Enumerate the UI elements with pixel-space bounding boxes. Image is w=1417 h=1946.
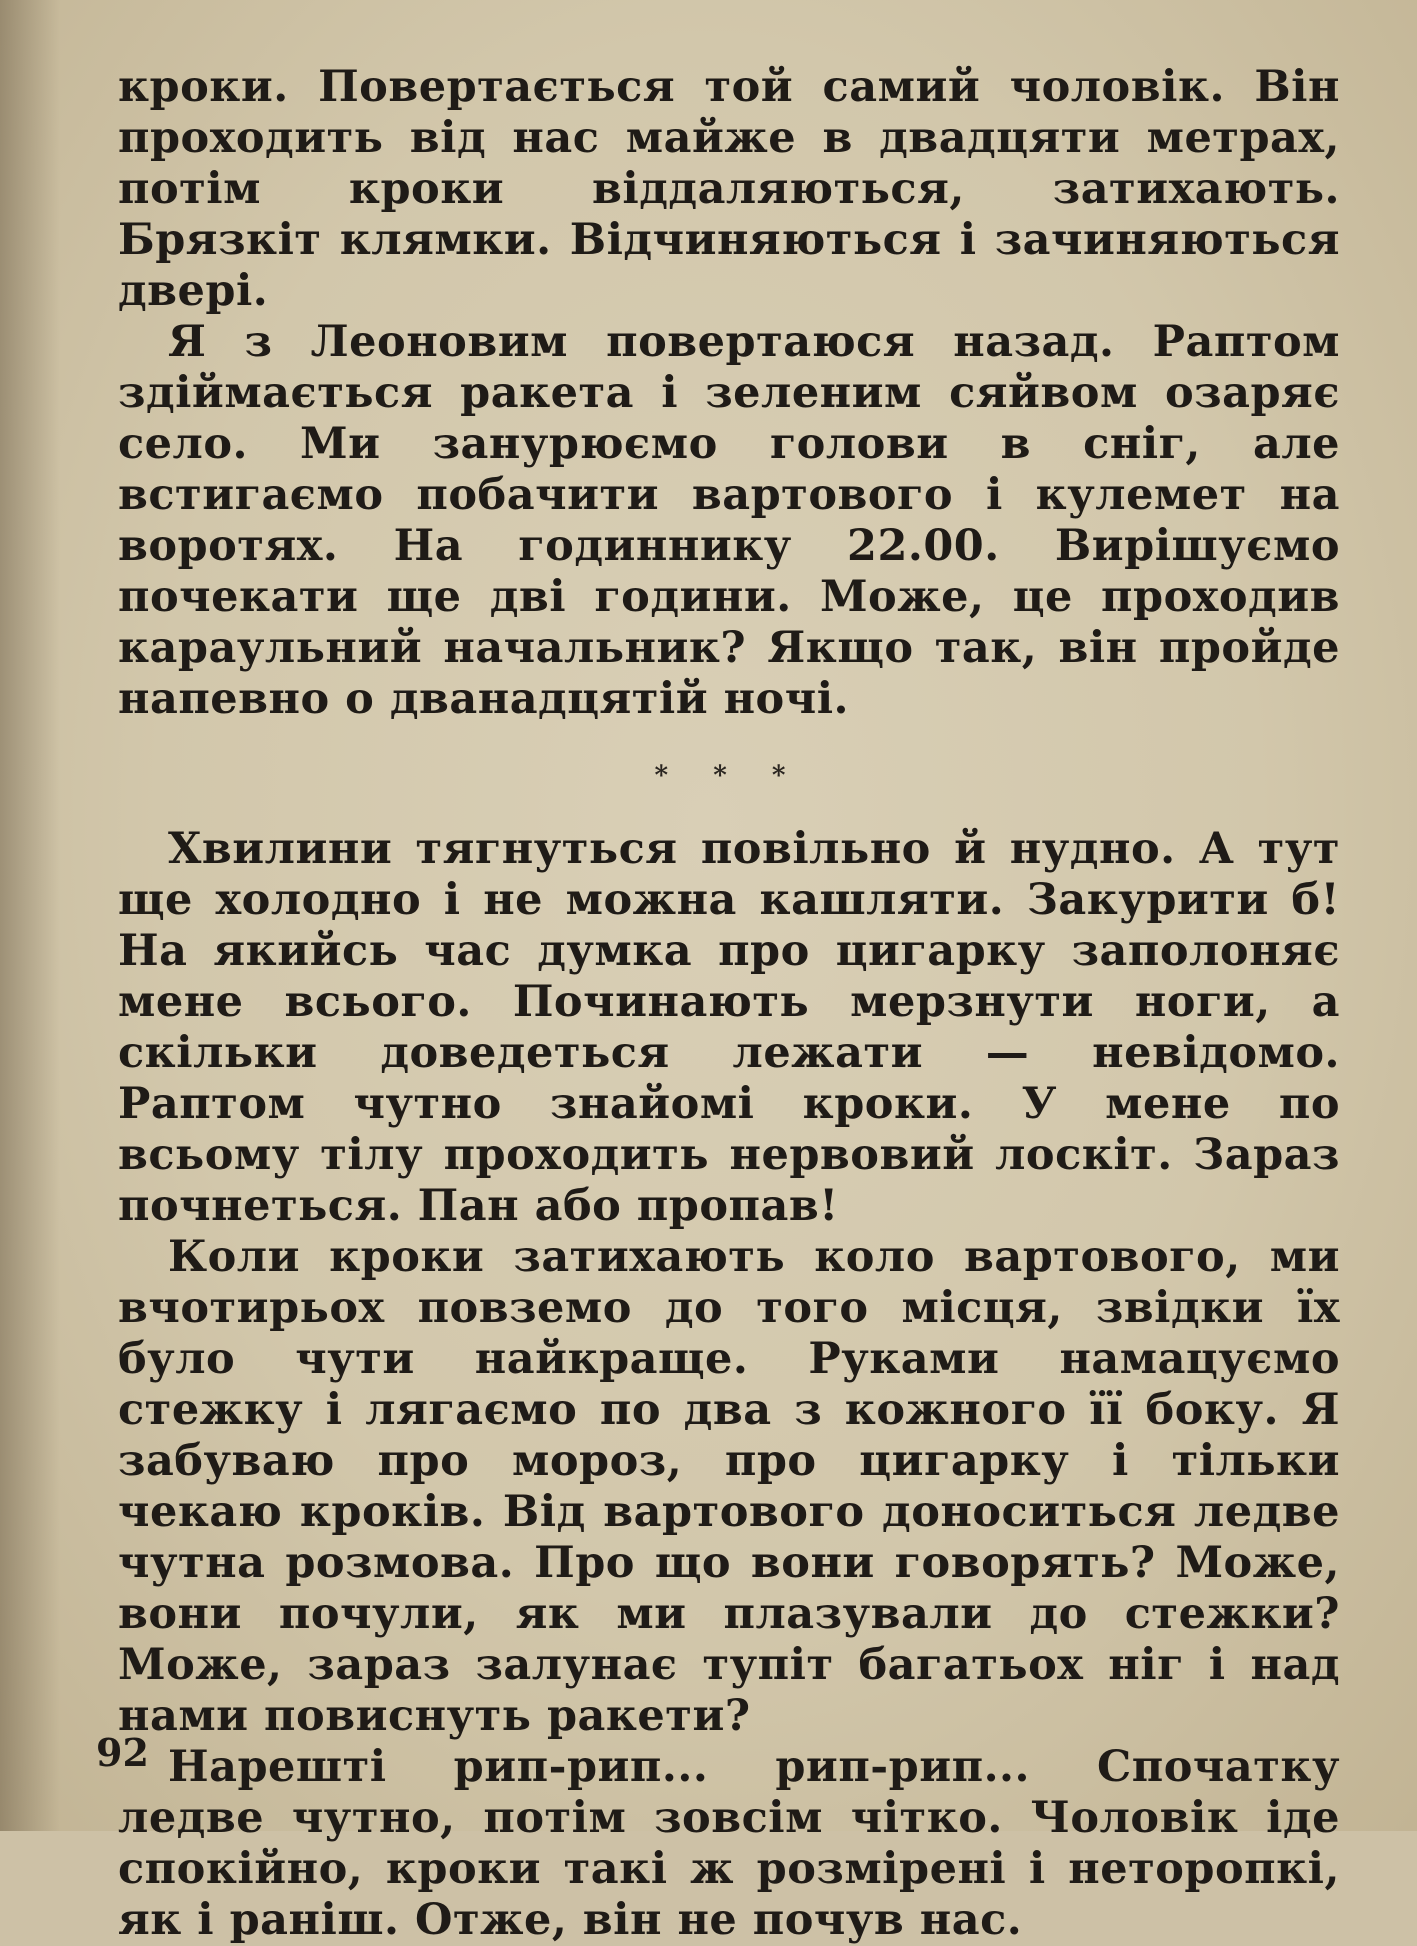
paragraph-3: Хвилини тягнуться повільно й нудно. А тут ще холодно і не можна кашляти. Закурити б! На якийсь час думка про цигарку заполоняє мене всього. Починають мерзнути ноги, а скільки доведеться лежати — невідомо. Раптом чутно знайомі кроки. У мене по всьому тілу проходить нервовий лоскіт. Зараз почнеться. Пан або пропав! [118, 824, 1340, 1231]
page-edge-shadow [0, 0, 60, 1831]
section-break: * * * [654, 761, 804, 791]
paragraph-4: Коли кроки затихають коло вартового, ми вчотирьох повземо до того місця, звідки їх було чути найкраще. Руками намацуємо стежку і лягаємо по два з кожного її боку. Я забуваю про мороз, про цигарку і тільки чекаю кроків. Від вартового доноситься ледве чутна розмова. Про що вони говорять? Може, вони почули, як ми плазували до стежки? Може, зараз залунає тупіт багатьох ніг і над нами повиснуть ракети? [118, 1232, 1340, 1741]
paragraph-2: Я з Леоновим повертаюся назад. Раптом здіймається ракета і зеленим сяйвом озаряє село. Ми занурюємо голови в сніг, але встигаємо побачити вартового і кулемет на воротях. На годиннику 22.00. Вирішуємо почекати ще дві години. Може, це проходив караульний начальник? Якщо так, він пройде напевно о дванадцятій ночі. [118, 317, 1340, 724]
paragraph-1: кроки. Повертається той самий чоловік. Він проходить від нас майже в двадцяти метрах, потім кроки віддаляються, затихають. Брязкіт клямки. Відчиняються і зачиняються двері. [118, 62, 1340, 316]
paragraph-5: Нарешті рип-рип... рип-рип... Спочатку ледве чутно, потім зовсім чітко. Чоловік іде спокійно, кроки такі ж розмірені і неторопкі, як і раніш. Отже, він не почув нас. [118, 1742, 1340, 1945]
page-number: 92 [96, 1730, 149, 1775]
page-text [118, 62, 1340, 1946]
